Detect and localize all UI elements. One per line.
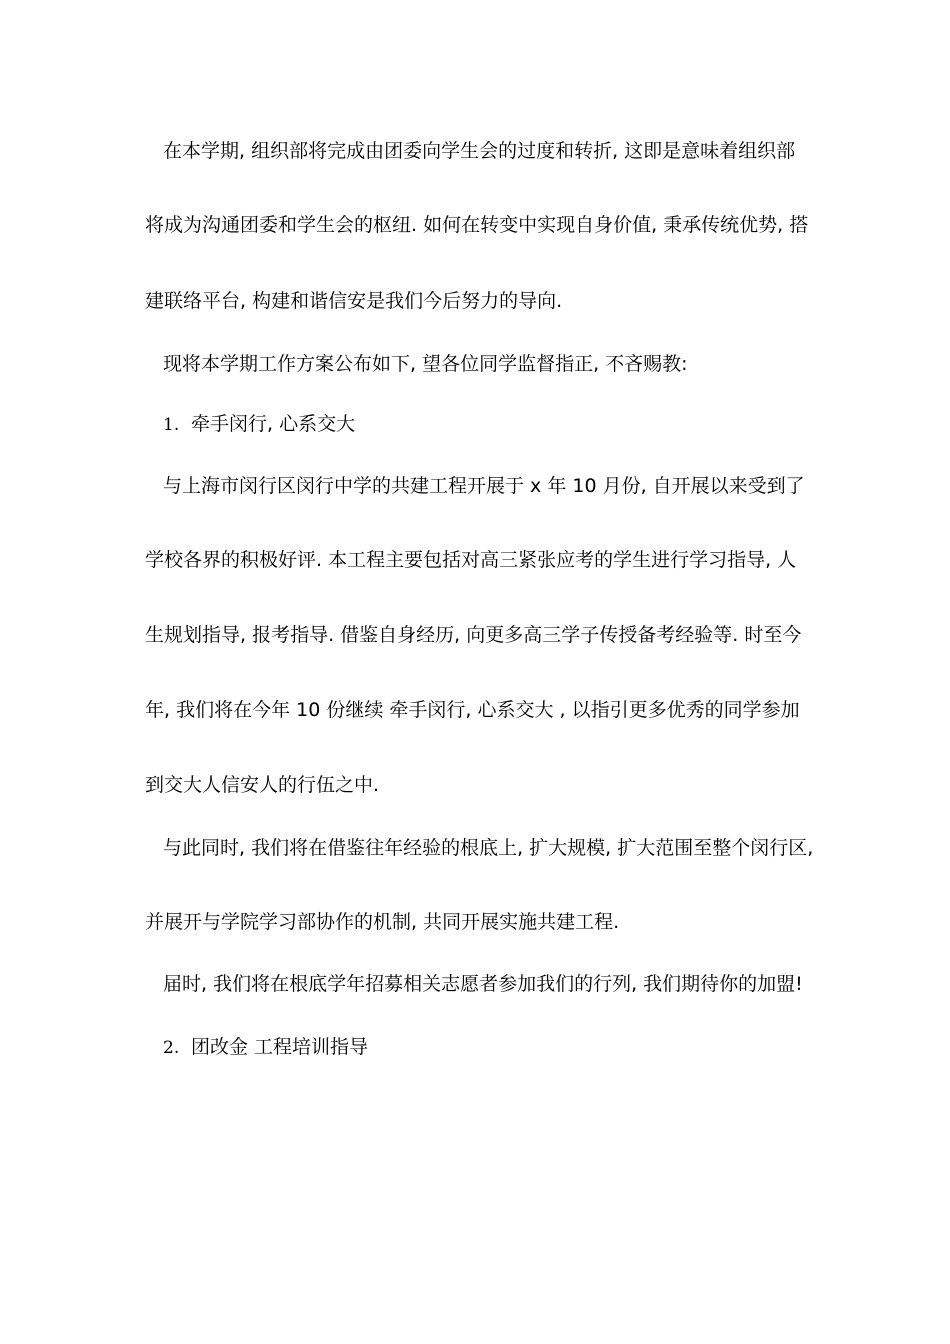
paragraph-3-line-4: 年, 我们将在今年 10 份继续 牵手闵行, 心系交大 , 以指引更多优秀的同学参加 xyxy=(145,699,800,721)
paragraph-5-line-1: 届时, 我们将在根底学年招募相关志愿者参加我们的行列, 我们期待你的加盟! xyxy=(163,973,803,995)
paragraph-4-line-2: 并展开与学院学习部协作的机制, 共同开展实施共建工程. xyxy=(145,911,620,933)
list-item-1-title: 牵手闵行, 心系交大 xyxy=(191,413,356,435)
paragraph-3-line-3: 生规划指导, 报考指导. 借鉴自身经历, 向更多高三学子传授备考经验等. 时至今 xyxy=(145,624,802,646)
list-item-2-number: 2. xyxy=(163,1038,180,1058)
paragraph-1-line-1: 在本学期, 组织部将完成由团委向学生会的过度和转折, 这即是意味着组织部 xyxy=(163,140,796,162)
list-item-1 xyxy=(163,412,843,437)
paragraph-3-line-1: 与上海市闵行区闵行中学的共建工程开展于 x 年 10 月份, 自开展以来受到了 xyxy=(163,475,805,497)
paragraph-1-line-2: 将成为沟通团委和学生会的枢纽. 如何在转变中实现自身价值, 秉承传统优势, 搭 xyxy=(145,214,809,236)
paragraph-3-line-2: 学校各界的积极好评. 本工程主要包括对高三紧张应考的学生进行学习指导, 人 xyxy=(145,549,797,571)
list-item-2 xyxy=(163,1035,843,1060)
paragraph-3-line-5: 到交大人信安人的行伍之中. xyxy=(145,774,380,796)
list-item-2-title: 团改金 工程培训指导 xyxy=(191,1036,369,1058)
paragraph-2-line-1: 现将本学期工作方案公布如下, 望各位同学监督指正, 不吝赐教: xyxy=(163,353,688,375)
paragraph-4-line-1: 与此同时, 我们将在借鉴往年经验的根底上, 扩大规模, 扩大范围至整个闵行区, xyxy=(163,837,814,859)
list-item-1-number: 1. xyxy=(163,415,180,435)
paragraph-1-line-3: 建联络平台, 构建和谐信安是我们今后努力的导向. xyxy=(145,290,563,312)
